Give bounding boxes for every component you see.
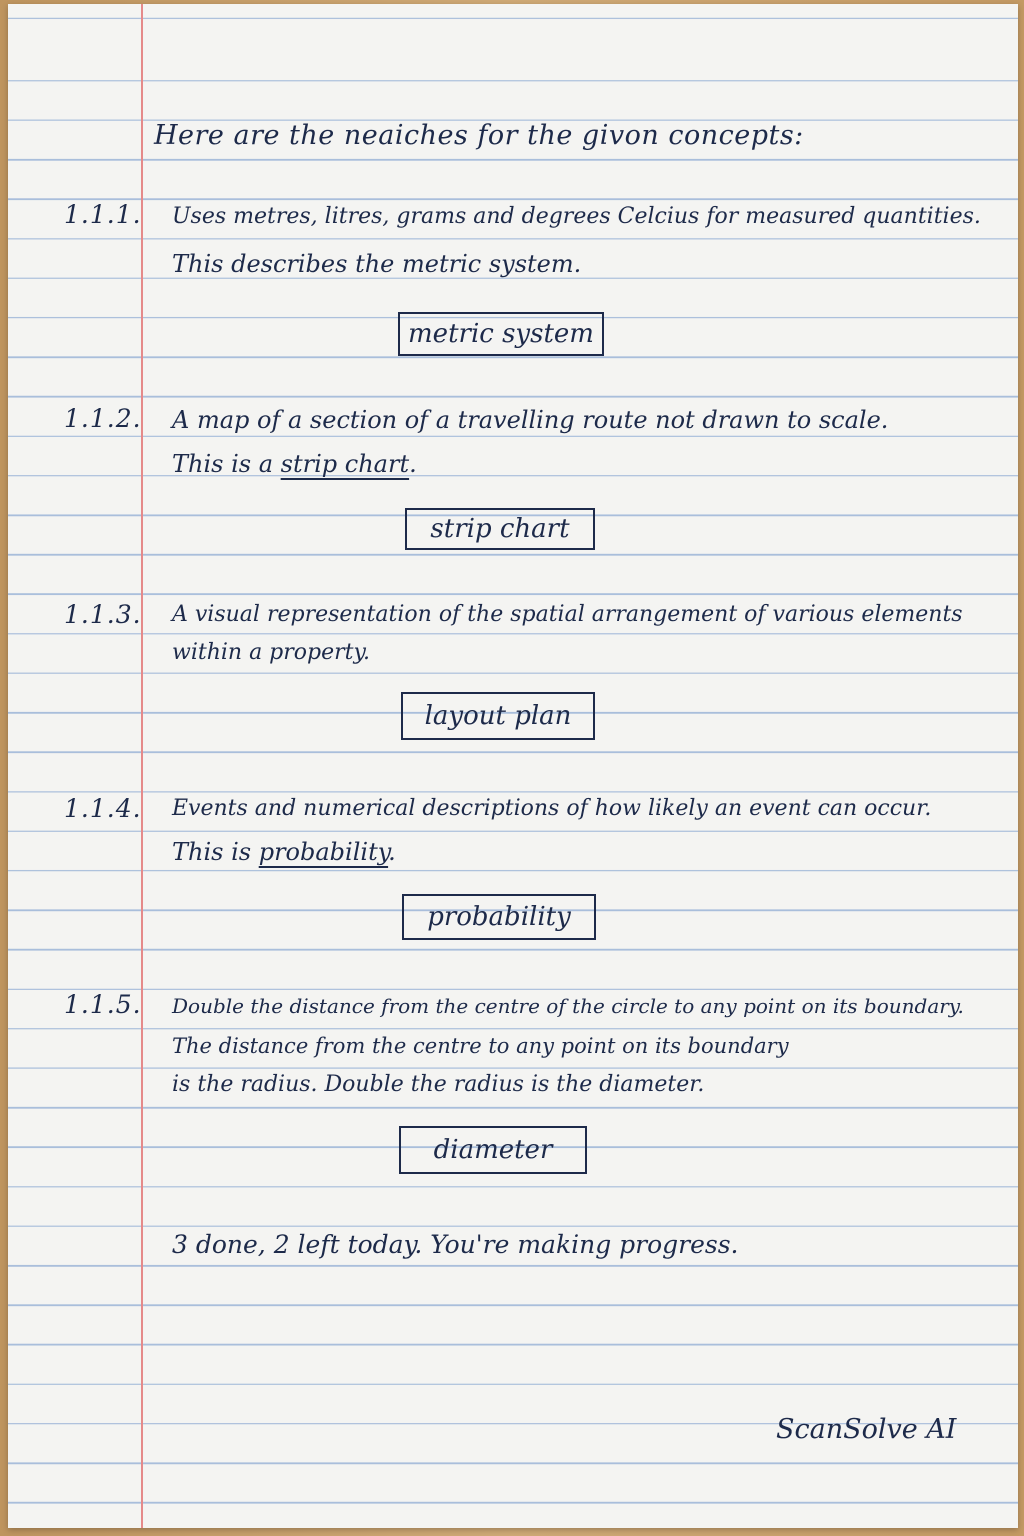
scansolve-signature: ScanSolve AI — [776, 1414, 957, 1445]
item-number-1: 1.1.1. — [64, 200, 142, 229]
item-number-5: 1.1.5. — [64, 990, 142, 1019]
item-1-line-1: Uses metres, litres, grams and degrees Celcius for measured quantities. — [172, 204, 981, 229]
item-3-line-1: A visual representation of the spatial arrangement of various elements — [172, 602, 963, 627]
red-margin-line — [141, 4, 143, 1528]
item-5-line-1: Double the distance from the centre of the circle to any point on its boundary. — [172, 994, 964, 1018]
item-5-line-3: is the radius. Double the radius is the diameter. — [172, 1072, 705, 1097]
item-1-line-2: This describes the metric system. — [172, 250, 582, 278]
item-number-3: 1.1.3. — [64, 600, 142, 629]
item-4-line-1: Events and numerical descriptions of how likely an event can occur. — [172, 796, 932, 821]
answer-box-4: probability — [402, 894, 596, 940]
item-4-line-2-prefix: This is — [172, 838, 252, 866]
item-2-period: . — [409, 450, 417, 478]
answer-box-2: strip chart — [405, 508, 595, 550]
lined-paper — [8, 4, 1018, 1528]
answer-box-3: layout plan — [401, 692, 595, 740]
item-3-line-2: within a property. — [172, 640, 370, 665]
item-number-2: 1.1.2. — [64, 404, 142, 433]
item-5-line-2: The distance from the centre to any point on its boundary — [172, 1034, 789, 1058]
answer-box-1: metric system — [398, 312, 604, 356]
intro-heading: Here are the neaiches for the givon concepts: — [154, 120, 804, 151]
item-4-period: . — [388, 838, 396, 866]
progress-note: 3 done, 2 left today. You're making progress. — [172, 1230, 739, 1259]
item-4-underlined-answer: probability — [258, 838, 389, 866]
item-4-line-2 — [172, 838, 396, 866]
item-2-line-1: A map of a section of a travelling route not drawn to scale. — [172, 406, 889, 434]
item-2-underlined-answer: strip chart — [280, 450, 410, 478]
item-2-line-2-prefix: This is a — [172, 450, 274, 478]
item-2-line-2 — [172, 450, 417, 478]
item-number-4: 1.1.4. — [64, 794, 142, 823]
answer-box-5: diameter — [399, 1126, 587, 1174]
